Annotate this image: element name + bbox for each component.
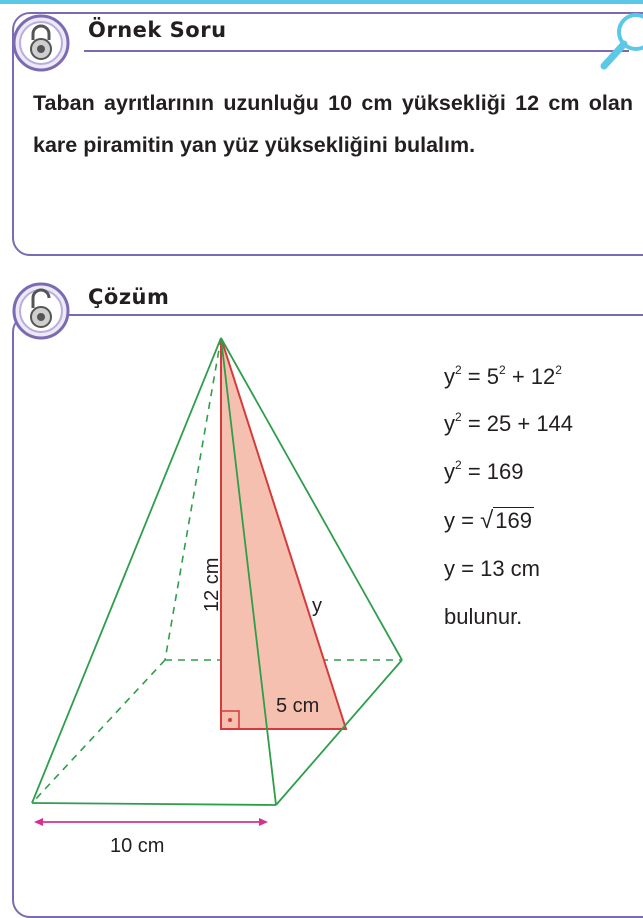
conclusion-text: bulunur. — [444, 604, 523, 629]
equation-1: $y^2 = 5^2 + 12^2$ — [444, 363, 562, 389]
base-dimension-arrow-right — [259, 818, 268, 826]
sqrt-sign: √ — [480, 507, 494, 534]
solution-title: Çözüm — [88, 285, 170, 309]
slant-label: y — [312, 595, 322, 617]
equation-4: y = √169 — [444, 507, 532, 534]
equation-2: $y^2 = 25 + 144$ — [444, 410, 574, 436]
question-text: Taban ayrıtlarının uzunluğu 10 cm yüksekliği 12 cm olan kare piramitin yan yüz yüksekliğini bulalım. — [33, 91, 633, 157]
hidden-base-edge-left — [32, 660, 165, 803]
base-dimension-arrow-left — [34, 818, 43, 826]
base-label: 10 cm — [110, 835, 165, 857]
sqrt-radicand: 169 — [495, 508, 532, 533]
half-base-label: 5 cm — [276, 695, 320, 717]
lateral-edge-left — [32, 338, 221, 803]
right-angle-dot — [228, 718, 232, 722]
equation-3: $y^2 = 169$ — [444, 458, 524, 484]
right-triangle — [221, 338, 346, 729]
example-title: Örnek Soru — [88, 18, 227, 42]
height-label: 12 cm — [201, 557, 223, 612]
base-edge-front — [32, 803, 276, 805]
equation-5: y = 13 cm — [444, 556, 540, 581]
